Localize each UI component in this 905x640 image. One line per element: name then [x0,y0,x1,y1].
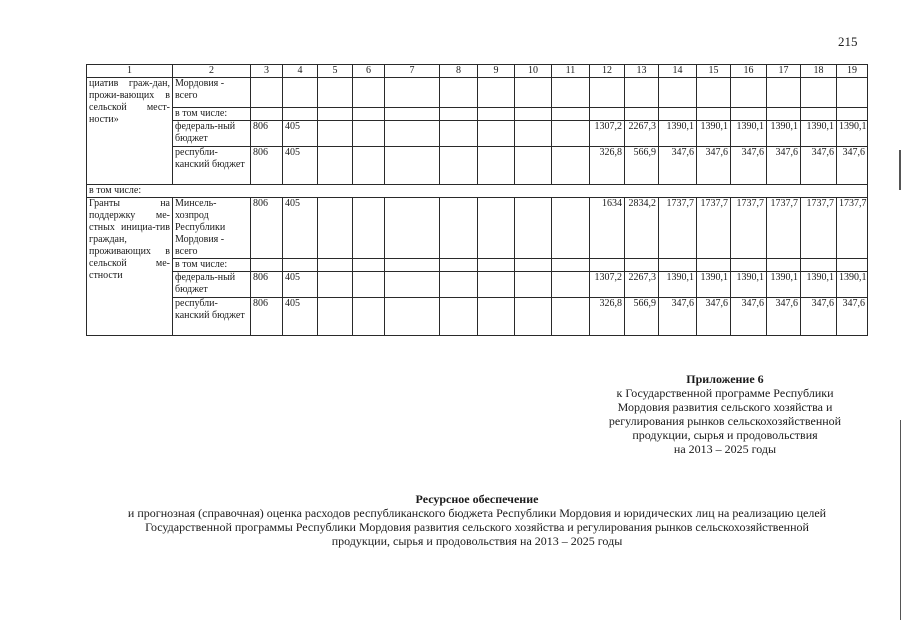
empty-cell [385,198,440,259]
value-cell [731,259,767,272]
value-cell: 347,6 [697,147,731,185]
column-header: 3 [251,65,283,78]
empty-cell [552,272,590,298]
column-header: 6 [353,65,385,78]
value-cell: 1390,1 [837,272,868,298]
value-cell: 1307,2 [590,121,625,147]
code-cell: 806 [251,198,283,259]
code-cell: 405 [283,121,318,147]
table-separator-row [87,185,868,198]
code-cell: 405 [283,272,318,298]
value-cell: 1737,7 [801,198,837,259]
scan-edge-mark [900,420,901,620]
program-name-cell: циатив граж-дан, прожи-вающих в сельской мест-ности» [87,78,173,185]
value-cell: 566,9 [625,147,659,185]
source-label-cell: в том числе: [173,259,251,272]
resource-line: продукции, сырья и продовольствия на 2013 – 2025 годы [331,534,623,548]
value-cell: 1737,7 [659,198,697,259]
empty-cell [385,121,440,147]
value-cell: 1390,1 [801,121,837,147]
value-cell: 1390,1 [697,121,731,147]
value-cell [697,259,731,272]
column-header: 9 [478,65,515,78]
empty-cell [440,259,478,272]
value-cell: 347,6 [659,147,697,185]
column-header: 16 [731,65,767,78]
value-cell: 1307,2 [590,272,625,298]
source-label-cell: федераль-ный бюджет [173,121,251,147]
empty-cell [353,298,385,336]
value-cell: 347,6 [731,147,767,185]
empty-cell [318,198,353,259]
value-cell [801,108,837,121]
source-label-cell: в том числе: [173,108,251,121]
column-header: 12 [590,65,625,78]
value-cell [659,78,697,108]
value-cell [731,108,767,121]
value-cell: 1737,7 [767,198,801,259]
value-cell [767,78,801,108]
table-row [87,259,868,272]
appendix-line: к Государственной программе Республики [616,386,834,400]
page-number: 215 [838,34,858,49]
empty-cell [353,198,385,259]
value-cell: 1390,1 [697,272,731,298]
column-header: 14 [659,65,697,78]
empty-cell [353,121,385,147]
value-cell [625,108,659,121]
empty-cell [478,298,515,336]
code-cell [283,108,318,121]
column-header: 7 [385,65,440,78]
empty-cell [318,108,353,121]
empty-cell [552,198,590,259]
empty-cell [385,108,440,121]
appendix-line: продукции, сырья и продовольствия [632,428,818,442]
resource-line: Государственной программы Республики Мордовия развития сельского хозяйства и регулирования рынков сельскохозяйственной [145,520,809,534]
empty-cell [440,147,478,185]
value-cell: 347,6 [767,298,801,336]
source-label-cell: Минсель-хозпрод Республики Мордовия - всего [173,198,251,259]
value-cell: 2834,2 [625,198,659,259]
empty-cell [318,259,353,272]
value-cell: 1737,7 [837,198,868,259]
source-label-cell: республи-канский бюджет [173,147,251,185]
empty-cell [440,298,478,336]
empty-cell [515,108,552,121]
budget-table [86,64,868,336]
empty-cell [318,298,353,336]
column-header: 17 [767,65,801,78]
empty-cell [478,272,515,298]
value-cell [625,78,659,108]
value-cell: 1390,1 [767,121,801,147]
value-cell: 326,8 [590,298,625,336]
appendix-line: регулирования рынков сельскохозяйственной [608,414,842,428]
appendix-block [580,372,870,456]
value-cell [697,78,731,108]
table-row [87,272,868,298]
empty-cell [478,78,515,108]
value-cell: 347,6 [767,147,801,185]
value-cell: 326,8 [590,147,625,185]
value-cell: 566,9 [625,298,659,336]
value-cell [659,108,697,121]
value-cell: 1390,1 [731,272,767,298]
empty-cell [353,272,385,298]
code-cell: 806 [251,121,283,147]
resource-title: Ресурсное обеспечение [415,492,539,506]
empty-cell [353,147,385,185]
value-cell [590,78,625,108]
program-name-cell: Гранты на поддержку ме-стных инициа-тив граждан, проживающих в сельской ме-стности [87,198,173,336]
code-cell [251,259,283,272]
value-cell: 2267,3 [625,272,659,298]
value-cell: 1634 [590,198,625,259]
empty-cell [353,78,385,108]
value-cell: 1390,1 [659,272,697,298]
empty-cell [385,78,440,108]
value-cell: 1390,1 [767,272,801,298]
value-cell [837,259,868,272]
value-cell: 1390,1 [659,121,697,147]
empty-cell [552,121,590,147]
value-cell: 347,6 [801,298,837,336]
empty-cell [478,198,515,259]
code-cell [251,108,283,121]
empty-cell [478,259,515,272]
column-header: 13 [625,65,659,78]
resource-heading [84,492,870,548]
empty-cell [552,108,590,121]
empty-cell [385,272,440,298]
value-cell: 1390,1 [801,272,837,298]
value-cell [697,108,731,121]
value-cell [801,78,837,108]
value-cell: 347,6 [697,298,731,336]
appendix-line: Мордовия развития сельского хозяйства и [617,400,833,414]
column-header: 5 [318,65,353,78]
value-cell [731,78,767,108]
value-cell: 347,6 [659,298,697,336]
value-cell: 1390,1 [731,121,767,147]
value-cell: 1737,7 [697,198,731,259]
code-cell [283,78,318,108]
column-header: 1 [87,65,173,78]
column-header: 4 [283,65,318,78]
table-row [87,147,868,185]
resource-line: и прогнозная (справочная) оценка расходов республиканского бюджета Республики Мордовия и юридических лиц на реализацию целей [127,506,827,520]
empty-cell [353,108,385,121]
source-label-cell: республи-канский бюджет [173,298,251,336]
column-header: 19 [837,65,868,78]
column-header: 8 [440,65,478,78]
empty-cell [478,121,515,147]
empty-cell [478,108,515,121]
empty-cell [440,272,478,298]
empty-cell [552,147,590,185]
value-cell: 2267,3 [625,121,659,147]
value-cell [801,259,837,272]
empty-cell [318,121,353,147]
code-cell: 806 [251,272,283,298]
empty-cell [515,198,552,259]
code-cell [283,259,318,272]
empty-cell [385,298,440,336]
empty-cell [552,298,590,336]
empty-cell [353,259,385,272]
code-cell: 405 [283,147,318,185]
empty-cell [440,108,478,121]
value-cell [767,259,801,272]
value-cell [590,108,625,121]
table-row [87,108,868,121]
table-row [87,298,868,336]
value-cell: 1737,7 [731,198,767,259]
value-cell [590,259,625,272]
code-cell: 806 [251,147,283,185]
empty-cell [385,259,440,272]
empty-cell [515,298,552,336]
empty-cell [515,121,552,147]
value-cell: 1390,1 [837,121,868,147]
source-label-cell: федераль-ный бюджет [173,272,251,298]
column-header: 11 [552,65,590,78]
empty-cell [440,121,478,147]
code-cell [251,78,283,108]
value-cell: 347,6 [731,298,767,336]
value-cell: 347,6 [837,147,868,185]
empty-cell [552,259,590,272]
source-label-cell: Мордовия - всего [173,78,251,108]
value-cell: 347,6 [837,298,868,336]
appendix-title: Приложение 6 [686,372,764,386]
value-cell [625,259,659,272]
appendix-line: на 2013 – 2025 годы [673,442,777,456]
empty-cell [440,198,478,259]
code-cell: 405 [283,298,318,336]
empty-cell [318,272,353,298]
table-row [87,121,868,147]
column-header: 2 [173,65,251,78]
table-header-row [87,65,868,78]
column-header: 15 [697,65,731,78]
empty-cell [478,147,515,185]
empty-cell [440,78,478,108]
code-cell: 405 [283,198,318,259]
scan-edge-mark [899,150,901,190]
empty-cell [515,147,552,185]
value-cell: 347,6 [801,147,837,185]
code-cell: 806 [251,298,283,336]
value-cell [659,259,697,272]
empty-cell [318,78,353,108]
empty-cell [318,147,353,185]
empty-cell [515,78,552,108]
empty-cell [552,78,590,108]
column-header: 18 [801,65,837,78]
value-cell [767,108,801,121]
table-row [87,78,868,108]
empty-cell [515,259,552,272]
column-header: 10 [515,65,552,78]
empty-cell [385,147,440,185]
value-cell [837,78,868,108]
value-cell [837,108,868,121]
table-row [87,198,868,259]
empty-cell [515,272,552,298]
separator-label: в том числе: [87,185,868,198]
